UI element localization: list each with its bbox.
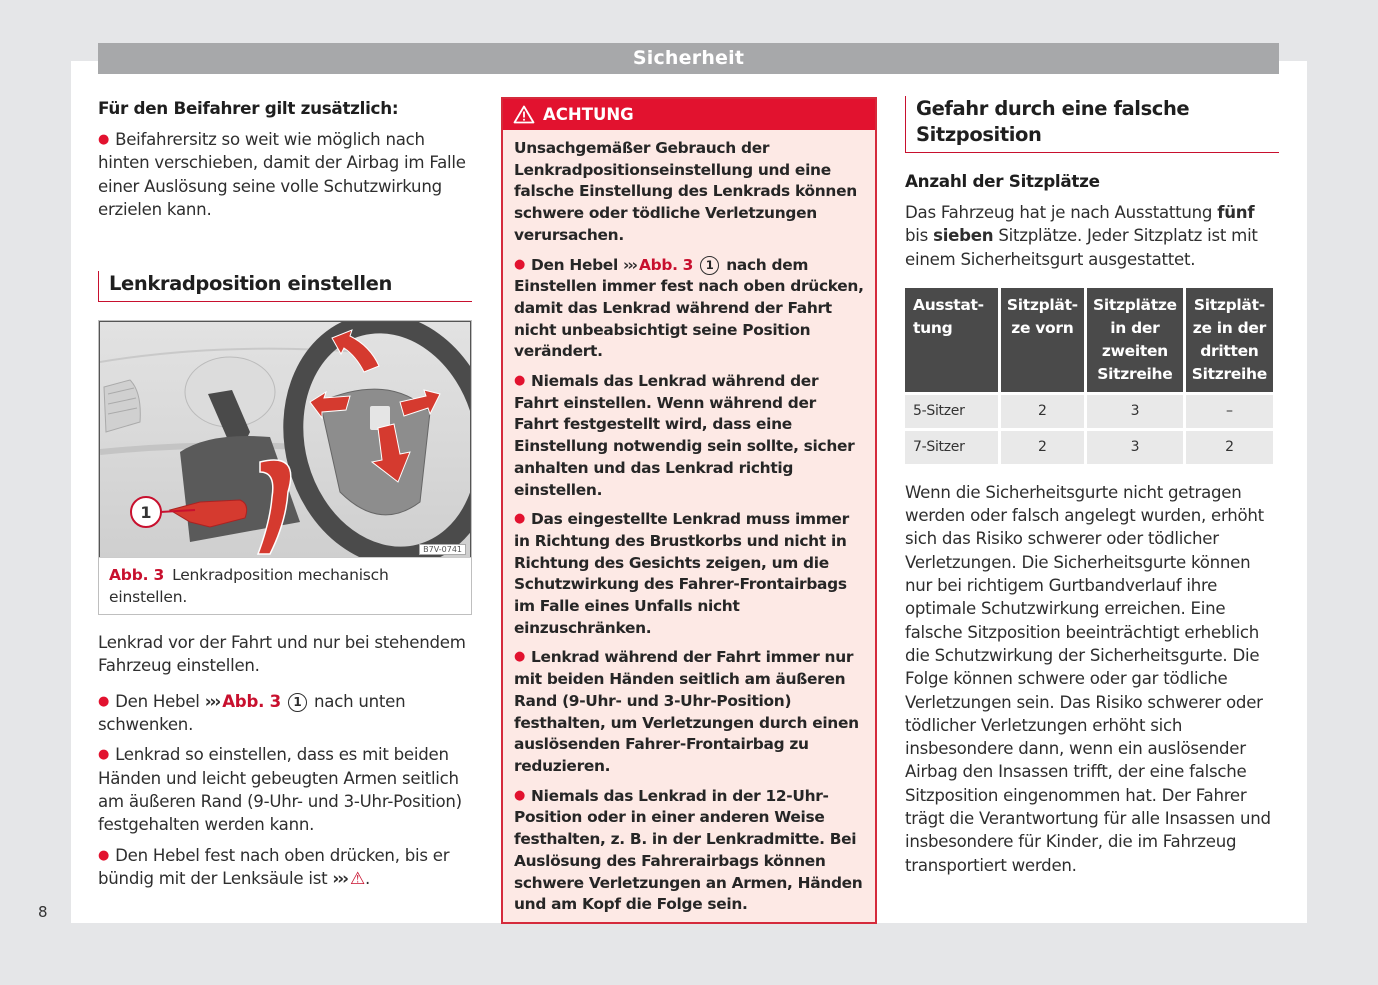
seating-risk-paragraph: Wenn die Sicherheitsgurte nicht getragen werden oder falsch angelegt wurden, erhöht sich das Risiko schwerer oder tödlicher Verletzungen. Die Sicherheitsgurte können nur bei richtigem Gurtbandverlauf ihre optimale Schutzwirkung erreichen. Eine falsche Sitzposition beeinträchtigt erheblich die Schutzwirkung der Sicherheitsgurte. Die Folge können schwere oder gar tödliche Verletzungen sein. Das Risiko schwerer oder tödlicher Verletzungen erhöht sich insbesondere dann, wenn ein auslösender Airbag den Insassen trifft, der eine falsche Sitzposition eingenommen hat. Der Fahrer trägt die Verantwortung für alle Insassen und insbesondere für Kinder, die im Fahrzeug transportiert werden. bbox=[905, 482, 1271, 875]
bullet-text: Das eingestellte Lenkrad muss immer in Richtung des Brustkorbs und nicht in Richtung des Gesichts zeigen, um die Schutzwirkung des Fahrer-Frontairbags im Falle eines Unfalls nicht einzuschränken. bbox=[514, 510, 849, 637]
figure-caption bbox=[99, 557, 471, 614]
reference-arrows-icon: ››› bbox=[332, 868, 347, 888]
bullet-icon: ● bbox=[514, 256, 526, 272]
passenger-heading: Für den Beifahrer gilt zusätzlich: bbox=[98, 98, 399, 118]
figure-caption-text: Lenkradposition mechanisch einstellen. bbox=[109, 566, 389, 607]
warning-triangle-icon bbox=[513, 105, 535, 124]
header-text: Ausstat- tung bbox=[913, 295, 984, 337]
table-cell: 3 bbox=[1087, 395, 1183, 428]
warning-bullet-4 bbox=[514, 646, 864, 777]
column-header bbox=[1001, 288, 1084, 392]
table-cell: 5-Sitzer bbox=[905, 395, 998, 428]
callout-number-badge: 1 bbox=[288, 693, 307, 712]
bullet-icon: ● bbox=[514, 373, 526, 389]
seat-count-paragraph bbox=[905, 201, 1279, 271]
bullet-icon: ● bbox=[98, 847, 110, 863]
table-row bbox=[905, 395, 1273, 428]
section-title-seating: Gefahr durch eine falsche Sitzposition bbox=[905, 96, 1279, 153]
bullet-icon: ● bbox=[514, 511, 526, 527]
bullet-icon: ● bbox=[98, 132, 110, 147]
warning-link-icon[interactable]: ⚠ bbox=[349, 868, 365, 889]
table-cell: – bbox=[1186, 395, 1273, 428]
right-column bbox=[905, 96, 1279, 877]
warning-intro: Unsachgemäßer Gebrauch der Lenkradpositionseinstellung und eine falsche Einstellung des Lenkrads können schwere oder tödliche Verletzungen verursachen. bbox=[514, 139, 857, 244]
bullet-text: Lenkrad während der Fahrt immer nur mit beiden Händen seitlich am äußeren Rand (9-Uhr- und 3-Uhr-Position) festhalten, um Verletzungen durch einen auslösenden Fahrer-Frontairbag zu reduzieren. bbox=[514, 648, 859, 775]
middle-column bbox=[501, 97, 877, 924]
figure-link[interactable]: Abb. 3 bbox=[639, 255, 694, 274]
bold-segment: fünf bbox=[1217, 203, 1255, 222]
seats-table bbox=[902, 285, 1276, 467]
table-cell: 2 bbox=[1186, 431, 1273, 464]
warning-box bbox=[501, 97, 877, 924]
table-cell: 2 bbox=[1001, 431, 1084, 464]
air-vent bbox=[104, 380, 140, 432]
warning-label: ACHTUNG bbox=[543, 105, 634, 124]
steering-intro-paragraph: Lenkrad vor der Fahrt und nur bei stehendem Fahrzeug einstellen. bbox=[98, 633, 466, 676]
callout-number: 1 bbox=[140, 503, 152, 523]
column-header bbox=[905, 288, 998, 392]
column-header bbox=[1186, 288, 1273, 392]
section-title-steering: Lenkradposition einstellen bbox=[98, 271, 472, 302]
header-text: Sitzplät- ze vorn bbox=[1006, 295, 1078, 337]
figure-link[interactable]: Abb. 3 bbox=[222, 691, 281, 711]
warning-bullet-3 bbox=[514, 508, 864, 639]
steering-bullet-3 bbox=[98, 844, 472, 892]
bullet-text: Niemals das Lenkrad in der 12-Uhr-Position oder in einer anderen Weise festhalten, z. B. in der Lenkradmitte. Bei Auslösung des Fahrerairbags können schwere Verletzungen an Armen, Händen und am Kopf die Folge sein. bbox=[514, 786, 863, 914]
bullet-text: Lenkrad so einstellen, dass es mit beiden Händen und leicht gebeugten Armen seitlich am äußeren Rand (9-Uhr- und 3-Uhr-Position) festgehalten werden kann. bbox=[98, 745, 462, 835]
table-row bbox=[905, 431, 1273, 464]
left-column bbox=[98, 96, 472, 891]
header-text: Sitzplät- ze in der dritten Sitzreihe bbox=[1191, 295, 1267, 383]
bullet-text: Den Hebel bbox=[531, 255, 618, 274]
header-text: Sitzplätze in der zweiten Sitzreihe bbox=[1093, 295, 1177, 383]
table-cell: 2 bbox=[1001, 395, 1084, 428]
warning-header bbox=[503, 99, 875, 130]
table-cell: 3 bbox=[1087, 431, 1183, 464]
bullet-text: Den Hebel bbox=[115, 691, 200, 711]
page-number: 8 bbox=[38, 903, 48, 921]
steering-illustration-svg bbox=[100, 322, 471, 557]
warning-bullet-1 bbox=[514, 254, 864, 364]
bullet-icon: ● bbox=[514, 649, 526, 665]
steering-bullet-1 bbox=[98, 690, 472, 737]
text-segment: bis bbox=[905, 226, 934, 246]
bullet-text: nach unten schwenken. bbox=[98, 691, 406, 735]
warning-bullet-2 bbox=[514, 370, 864, 501]
steering-bullet-2 bbox=[98, 743, 472, 836]
callout-number-badge: 1 bbox=[700, 256, 719, 275]
table-header-row bbox=[905, 288, 1273, 392]
figure-steering-adjust bbox=[98, 320, 472, 615]
figure-code: B7V-0741 bbox=[419, 544, 466, 555]
warning-bullet-5 bbox=[514, 785, 864, 916]
warning-body bbox=[503, 130, 875, 922]
reference-arrows-icon: ››› bbox=[204, 691, 220, 711]
figure-ref: Abb. 3 bbox=[109, 566, 165, 585]
chapter-header: Sicherheit bbox=[98, 43, 1279, 74]
column-header bbox=[1087, 288, 1183, 392]
text-segment: Sitzplätze. Jeder Sitzplatz ist mit einem Sicherheitsgurt ausgestattet. bbox=[905, 226, 1258, 269]
bullet-icon: ● bbox=[98, 693, 110, 709]
seat-count-heading: Anzahl der Sitzplätze bbox=[905, 171, 1100, 191]
passenger-bullet bbox=[98, 128, 472, 221]
table-cell: 7-Sitzer bbox=[905, 431, 998, 464]
bold-segment: sieben bbox=[933, 226, 994, 246]
passenger-bullet-text: Beifahrersitz so weit wie möglich nach hinten verschieben, damit der Airbag im Falle einer Auslösung seine volle Schutzwirkung erzielen kann. bbox=[98, 130, 466, 219]
bullet-text: Niemals das Lenkrad während der Fahrt einstellen. Wenn während der Fahrt festgestellt wird, dass eine Einstellung notwendig sein sollte, sicher anhalten und das Lenkrad richtig einstellen. bbox=[514, 372, 855, 499]
reference-arrows-icon: ››› bbox=[623, 255, 637, 274]
bullet-icon: ● bbox=[514, 787, 526, 803]
bullet-text: nach dem Einstellen immer fest nach oben drücken, damit das Lenkrad während der Fahrt nicht unbeabsichtigt seine Position verändert. bbox=[514, 255, 864, 361]
steering-wheel-illustration bbox=[99, 321, 471, 557]
text-segment: Das Fahrzeug hat je nach Ausstattung bbox=[905, 203, 1218, 222]
bullet-icon: ● bbox=[98, 747, 110, 763]
bullet-text: Den Hebel fest nach oben drücken, bis er bündig mit der Lenksäule ist bbox=[98, 845, 450, 888]
bullet-text: . bbox=[364, 868, 370, 888]
